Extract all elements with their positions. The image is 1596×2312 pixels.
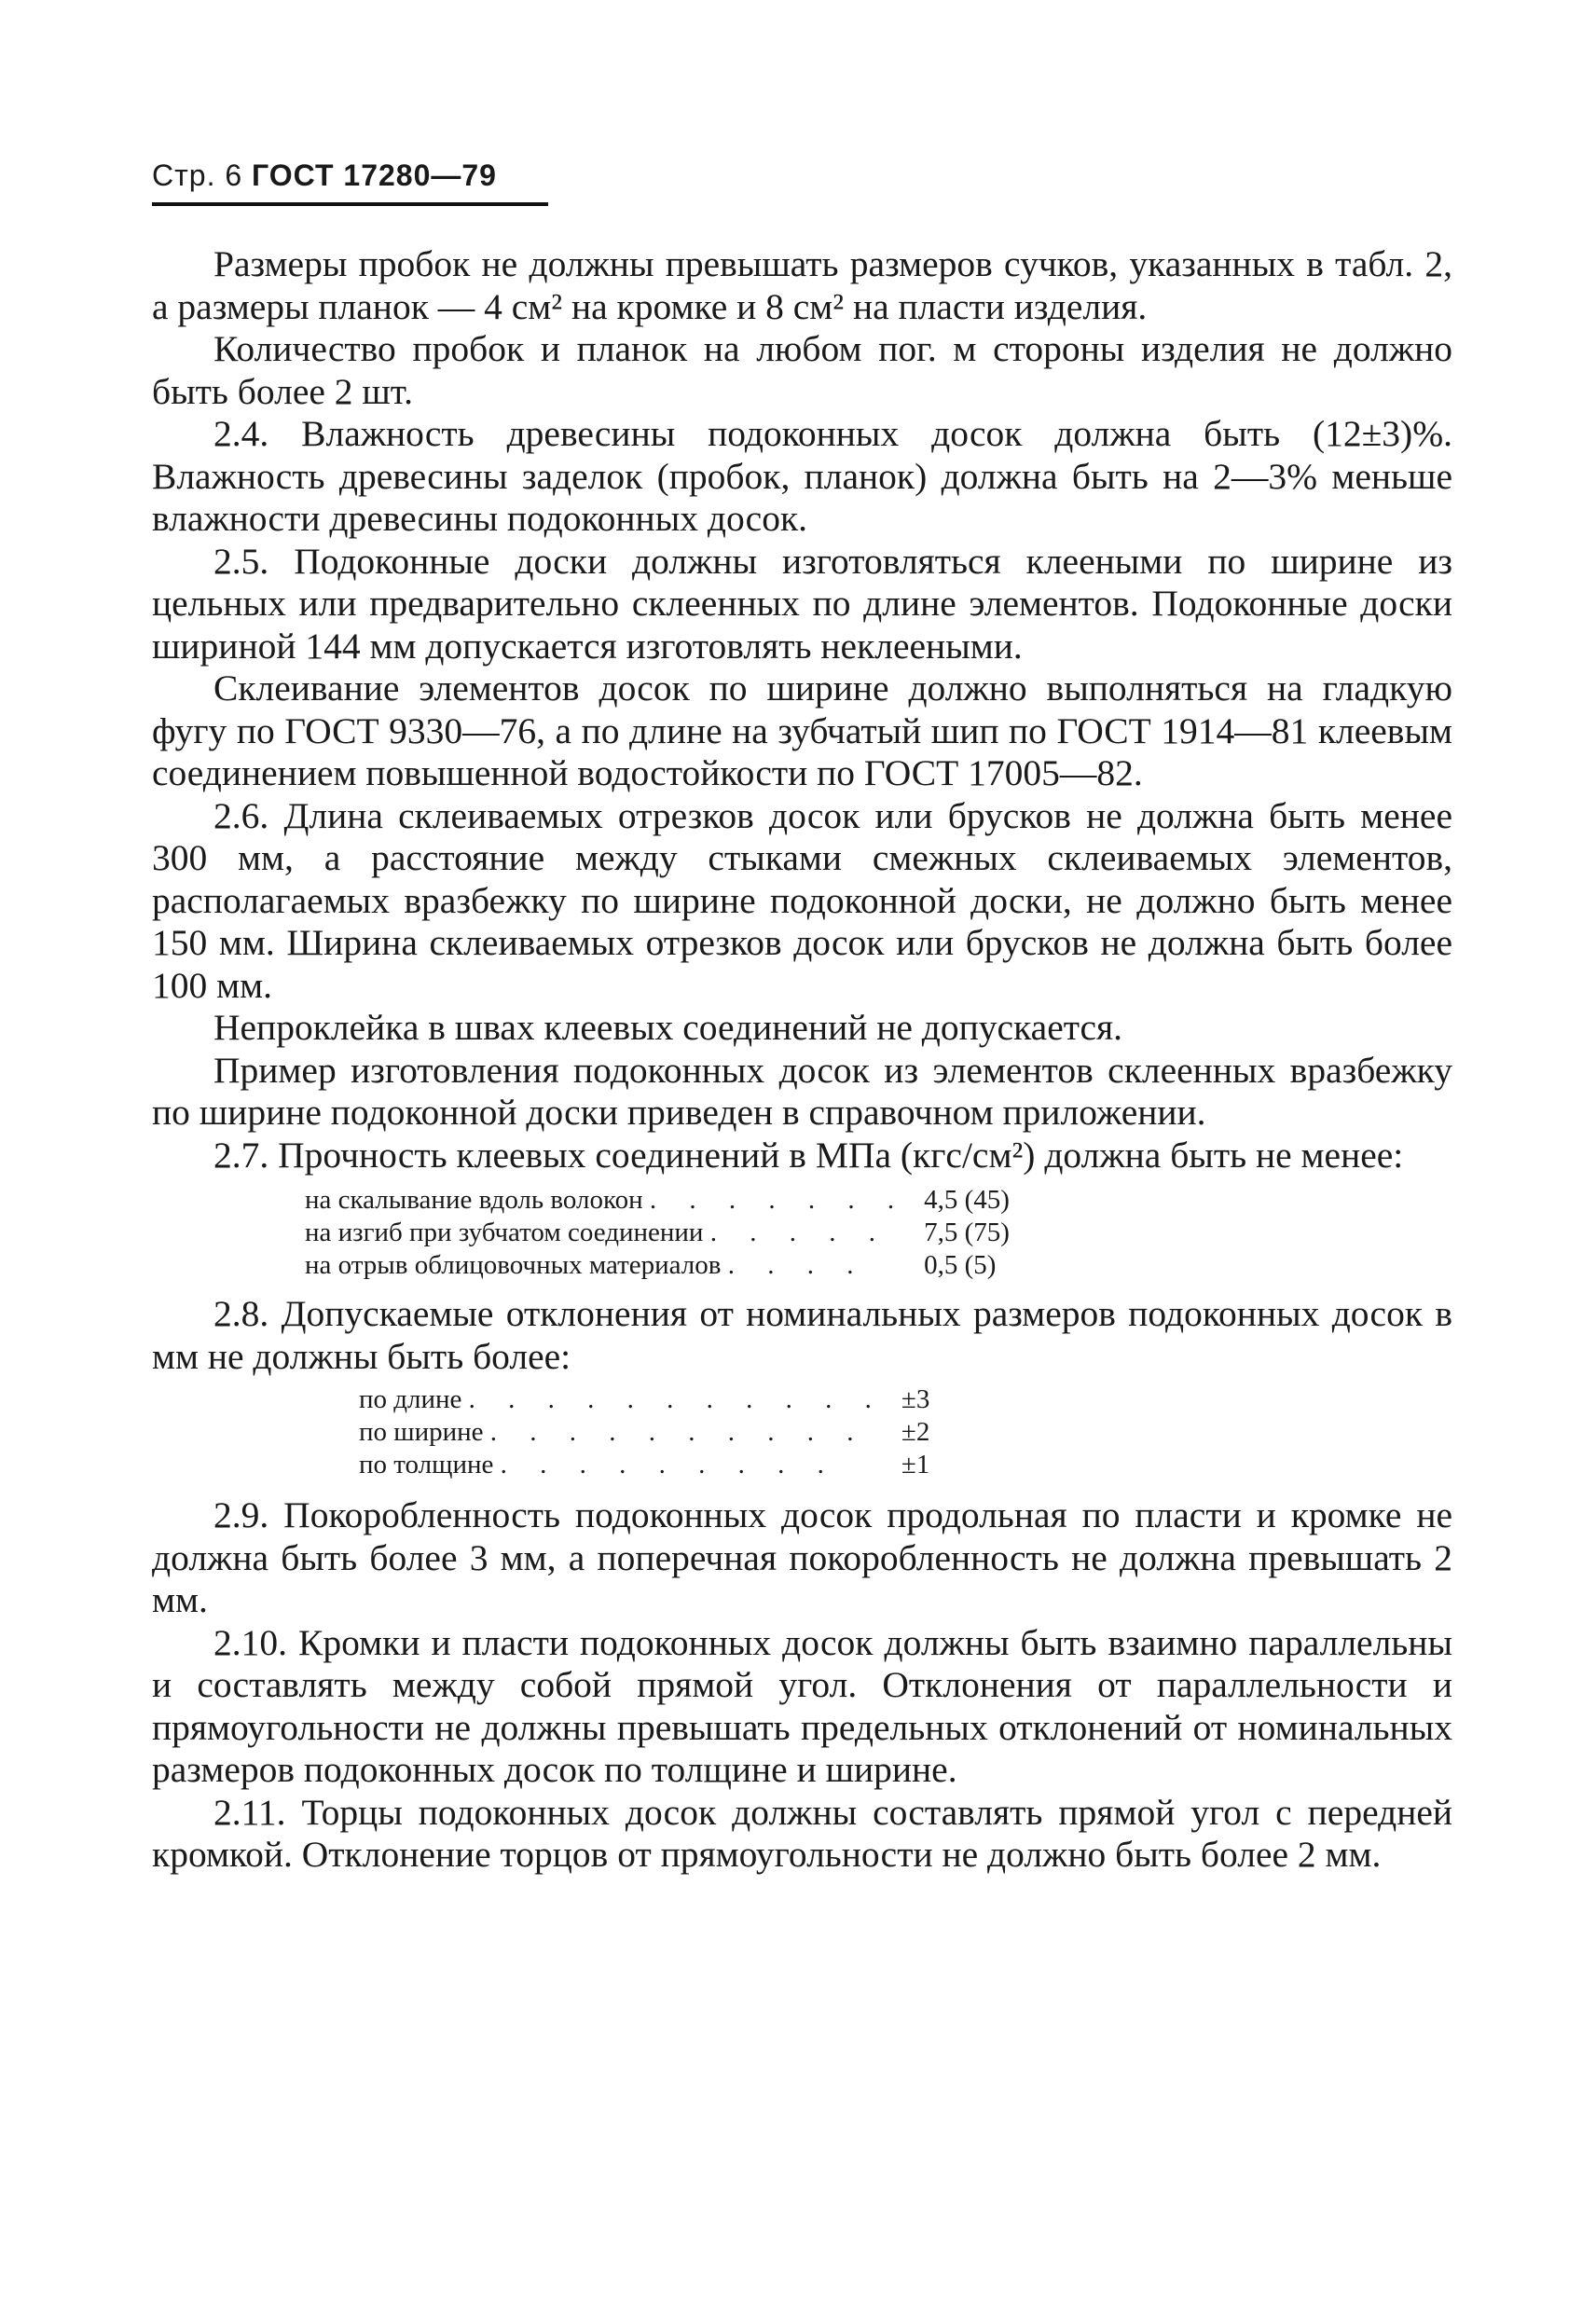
paragraph-plugs-size: Размеры пробок не должны превышать размеров сучков, указанных в табл. 2, а размеры планок — 4 см² на кромке и 8 см² на пласти изделия.: [152, 243, 1452, 327]
table-row: [305, 1217, 1036, 1249]
paragraph-plugs-count: Количество пробок и планок на любом пог. м стороны изделия не должно быть более 2 шт.: [152, 328, 1452, 412]
paragraph-2-4: 2.4. Влажность древесины подоконных досок должна быть (12±3)%. Влажность древесины заделок (пробок, планок) должна быть на 2—3% меньше влажности древесины подоконных досок.: [152, 413, 1452, 539]
paragraph-2-9: 2.9. Покоробленность подоконных досок продольная по пласти и кромке не должна быть более 3 мм, а поперечная покоробленность не должна превышать 2 мм.: [152, 1494, 1452, 1620]
strength-label: на скалывание вдоль волокон . . . . . . .: [305, 1185, 908, 1215]
paragraph-2-10: 2.10. Кромки и пласти подоконных досок должны быть взаимно параллельны и составлять между собой прямой угол. Отклонения от параллельности и прямоугольности не должны превышать предельных отклонений от номинальных размеров подоконных досок по толщине и ширине.: [152, 1621, 1452, 1790]
paragraph-2-5: 2.5. Подоконные доски должны изготовляться клееными по ширине из цельных или предварительно склеенных по длине элементов. Подоконные доски шириной 144 мм допускается изготовлять неклееными.: [152, 540, 1452, 667]
paragraph-no-unglued: Непроклейка в швах клеевых соединений не допускается.: [213, 1007, 1123, 1048]
document-page: [152, 158, 1452, 1877]
paragraph-2-11: 2.11. Торцы подоконных досок должны составлять прямой угол с передней кромкой. Отклонение торцов от прямоугольности не должно быть более 2 мм.: [152, 1791, 1452, 1875]
deviation-table: [359, 1383, 957, 1481]
running-header: [152, 158, 1452, 202]
standard-number: ГОСТ 17280—79: [252, 158, 497, 192]
page-number-label: Стр. 6: [152, 158, 243, 192]
paragraph-2-7: 2.7. Прочность клеевых соединений в МПа (кгс/см²) должна быть не менее:: [213, 1134, 1404, 1176]
strength-value: 7,5 (75): [924, 1218, 1010, 1247]
table-row: [305, 1184, 1036, 1217]
deviation-value: ±1: [901, 1450, 930, 1479]
deviation-label: по ширине . . . . . . . . . .: [359, 1417, 867, 1447]
header-rule: [152, 202, 548, 206]
paragraph-example: Пример изготовления подоконных досок из элементов склеенных вразбежку по ширине подоконной доски приведен в справочном приложении.: [152, 1049, 1452, 1133]
strength-table: [305, 1184, 1036, 1282]
table-row: [359, 1449, 957, 1481]
deviation-value: ±3: [901, 1384, 930, 1414]
paragraph-2-6: 2.6. Длина склеиваемых отрезков досок или брусков не должна быть менее 300 мм, а расстояние между стыками смежных склеиваемых элементов, располагаемых вразбежку по ширине подоконной доски, не должно быть менее 150 мм. Ширина склеиваемых отрезков досок или брусков не должна быть более 100 мм.: [152, 794, 1452, 1006]
body-text: [152, 243, 1452, 1877]
strength-value: 0,5 (5): [924, 1250, 997, 1280]
strength-label: на изгиб при зубчатом соединении . . . . .: [305, 1218, 888, 1247]
paragraph-gluing: Склеивание элементов досок по ширине должно выполняться на гладкую фугу по ГОСТ 9330—76, а по длине на зубчатый шип по ГОСТ 1914—81 клеевым соединением повышенной водостойкости по ГОСТ 17005—82.: [152, 667, 1452, 793]
table-row: [359, 1416, 957, 1449]
deviation-label: по толщине . . . . . . . . .: [359, 1450, 837, 1479]
strength-label: на отрыв облицовочных материалов . . . .: [305, 1250, 867, 1280]
deviation-label: по длине . . . . . . . . . . .: [359, 1384, 885, 1414]
paragraph-2-8: 2.8. Допускаемые отклонения от номинальных размеров подоконных досок в мм не должны быть более:: [152, 1293, 1452, 1377]
table-row: [359, 1383, 957, 1416]
table-row: [305, 1249, 1036, 1282]
strength-value: 4,5 (45): [924, 1185, 1010, 1215]
deviation-value: ±2: [901, 1417, 930, 1447]
